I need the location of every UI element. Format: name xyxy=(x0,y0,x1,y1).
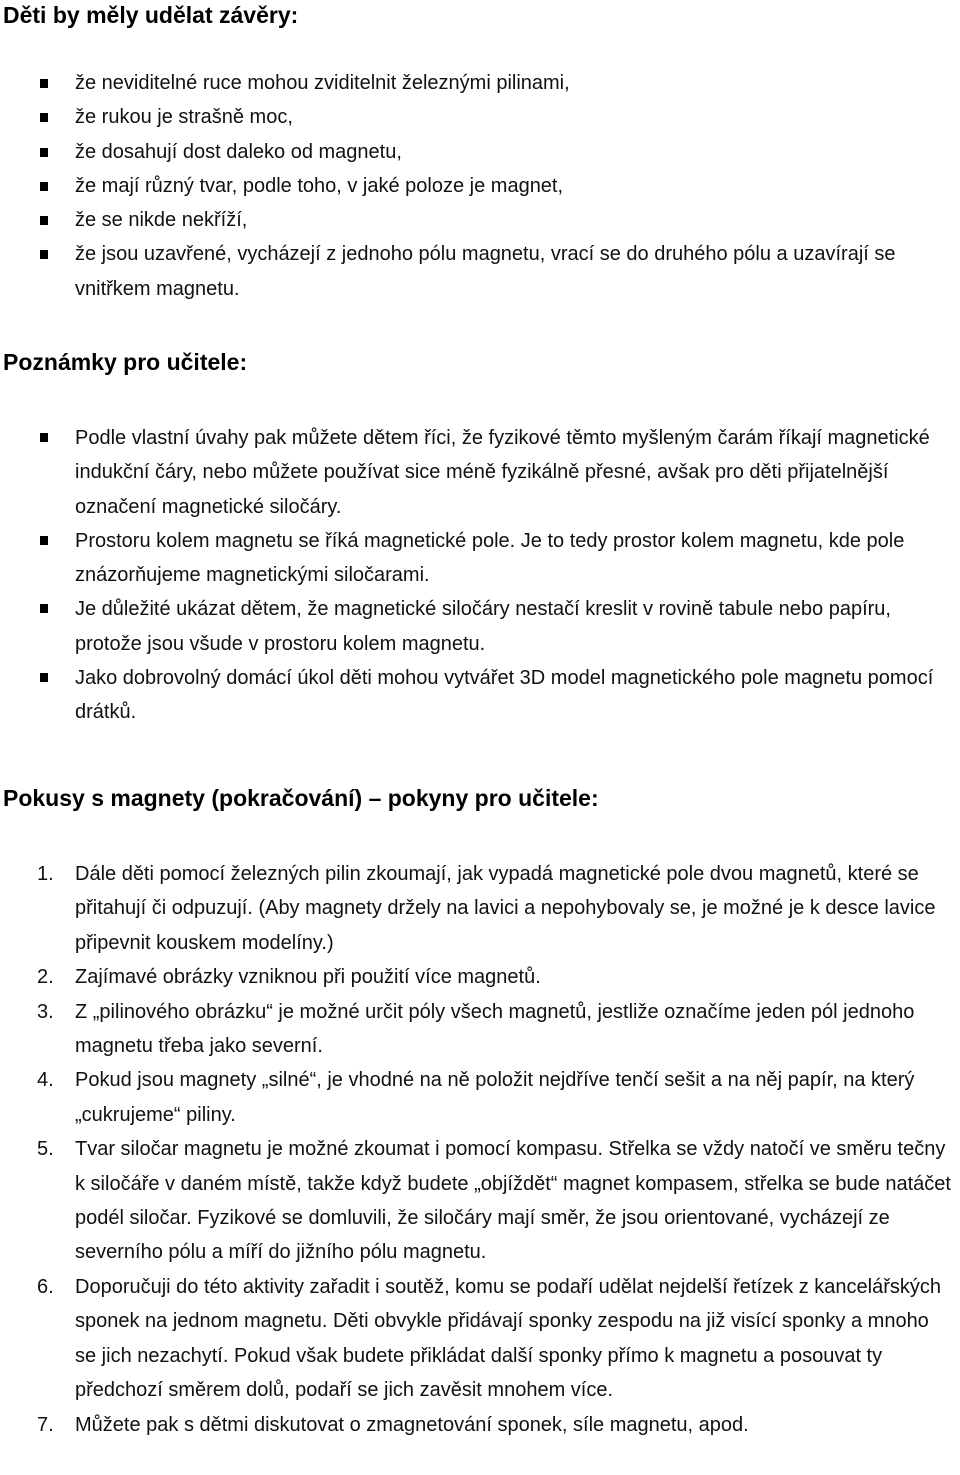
conclusions-list xyxy=(0,66,955,306)
list-item-text: Tvar siločar magnetu je možné zkoumat i pomocí kompasu. Střelka se vždy natočí ve směru tečny k siločáře v daném místě, takže když budete „objíždět“ magnet kompasem, střelka se bude natáčet podél siločar. Fyzikové se domluvili, že siločáry mají směr, že jsou orientované, vycházejí ze severního pólu a míří do jižního pólu magnetu. xyxy=(75,1138,951,1264)
item-number: 3. xyxy=(37,1000,54,1023)
section-heading-experiments: Pokusy s magnety (pokračování) – pokyny pro učitele: xyxy=(3,785,599,811)
list-item xyxy=(0,203,955,237)
list-item xyxy=(0,100,955,134)
square-bullet-icon xyxy=(40,604,48,613)
list-item xyxy=(0,169,955,203)
square-bullet-icon xyxy=(40,673,48,682)
list-item-text: že se nikde nekříží, xyxy=(75,209,248,232)
square-bullet-icon xyxy=(40,216,48,225)
teacher-notes-list xyxy=(0,421,955,730)
list-item-text: Jako dobrovolný domácí úkol děti mohou vytvářet 3D model magnetického pole magnetu pomocí drátků. xyxy=(75,667,934,724)
list-item xyxy=(0,857,955,960)
item-number: 1. xyxy=(37,863,54,885)
list-item xyxy=(0,237,955,306)
list-item xyxy=(0,960,955,994)
list-item xyxy=(0,1270,955,1408)
square-bullet-icon xyxy=(40,250,48,259)
list-item xyxy=(0,1408,955,1442)
section-heading-teacher-notes: Poznámky pro učitele: xyxy=(3,349,248,375)
list-item xyxy=(0,421,955,524)
list-item-text: Prostoru kolem magnetu se říká magnetické pole. Je to tedy prostor kolem magnetu, kde pole znázorňujeme magnetickými siločarami. xyxy=(75,529,905,587)
list-item xyxy=(0,592,955,661)
item-number: 7. xyxy=(37,1413,54,1436)
list-item-text: Zajímavé obrázky vzniknou při použití více magnetů. xyxy=(75,966,541,989)
list-item-text: Je důležité ukázat dětem, že magnetické siločáry nestačí kreslit v rovině tabule nebo papíru, protože jsou všude v prostoru kolem magnetu. xyxy=(75,598,891,655)
list-item xyxy=(0,1132,955,1270)
square-bullet-icon xyxy=(40,79,48,88)
list-item-text: že mají různý tvar, podle toho, v jaké poloze je magnet, xyxy=(75,174,564,197)
section-heading-conclusions: Děti by měly udělat závěry: xyxy=(3,2,299,28)
list-item xyxy=(0,995,955,1064)
item-number: 5. xyxy=(37,1138,54,1161)
item-number: 4. xyxy=(37,1069,54,1092)
list-item-text: že jsou uzavřené, vycházejí z jednoho pólu magnetu, vrací se do druhého pólu a uzavírají se vnitřkem magnetu. xyxy=(75,243,896,300)
square-bullet-icon xyxy=(40,182,48,191)
list-item xyxy=(0,135,955,169)
list-item-text: Z „pilinového obrázku“ je možné určit póly všech magnetů, jestliže označíme jeden pól jednoho magnetu třeba jako severní. xyxy=(75,1000,915,1058)
list-item-text: Můžete pak s dětmi diskutovat o zmagnetování sponek, síle magnetu, apod. xyxy=(75,1413,749,1436)
square-bullet-icon xyxy=(40,536,48,545)
list-item-text: Pokud jsou magnety „silné“, je vhodné na ně položit nejdříve tenčí sešit a na něj papír, na který „cukrujeme“ piliny. xyxy=(75,1069,915,1126)
list-item-text: Podle vlastní úvahy pak můžete dětem říci, že fyzikové těmto myšleným čarám říkají magnetické indukční čáry, nebo můžete používat sice méně fyzikálně přesné, avšak pro děti přijatelnější označení magnetické siločáry. xyxy=(75,427,930,518)
list-item xyxy=(0,524,955,593)
square-bullet-icon xyxy=(40,148,48,157)
list-item-text: Doporučuji do této aktivity zařadit i soutěž, komu se podaří udělat nejdelší řetízek z kancelářských sponek na jednom magnetu. Děti obvykle přidávají sponky zespodu na již visící sponky a mnoho se jich nezachytí. Pokud však budete přikládat další sponky přímo k magnetu a posouvat ty předchozí směrem dolů, podaří se jich zavěsit mnohem více. xyxy=(75,1275,941,1402)
list-item xyxy=(0,66,955,100)
list-item-text: že rukou je strašně moc, xyxy=(75,106,293,129)
list-item xyxy=(0,1063,955,1132)
list-item-text: Dále děti pomocí železných pilin zkoumají, jak vypadá magnetické pole dvou magnetů, které se přitahují či odpuzují. (Aby magnety držely na lavici a nepohybovaly se, je možné je k desce lavice připevnit kouskem modelíny.) xyxy=(75,863,936,954)
item-number: 2. xyxy=(37,966,54,989)
square-bullet-icon xyxy=(40,433,48,442)
list-item-text: že neviditelné ruce mohou zviditelnit železnými pilinami, xyxy=(75,72,570,94)
experiments-list xyxy=(0,857,955,1442)
list-item-text: že dosahují dost daleko od magnetu, xyxy=(75,140,402,163)
item-number: 6. xyxy=(37,1275,54,1298)
list-item xyxy=(0,661,955,730)
square-bullet-icon xyxy=(40,113,48,122)
